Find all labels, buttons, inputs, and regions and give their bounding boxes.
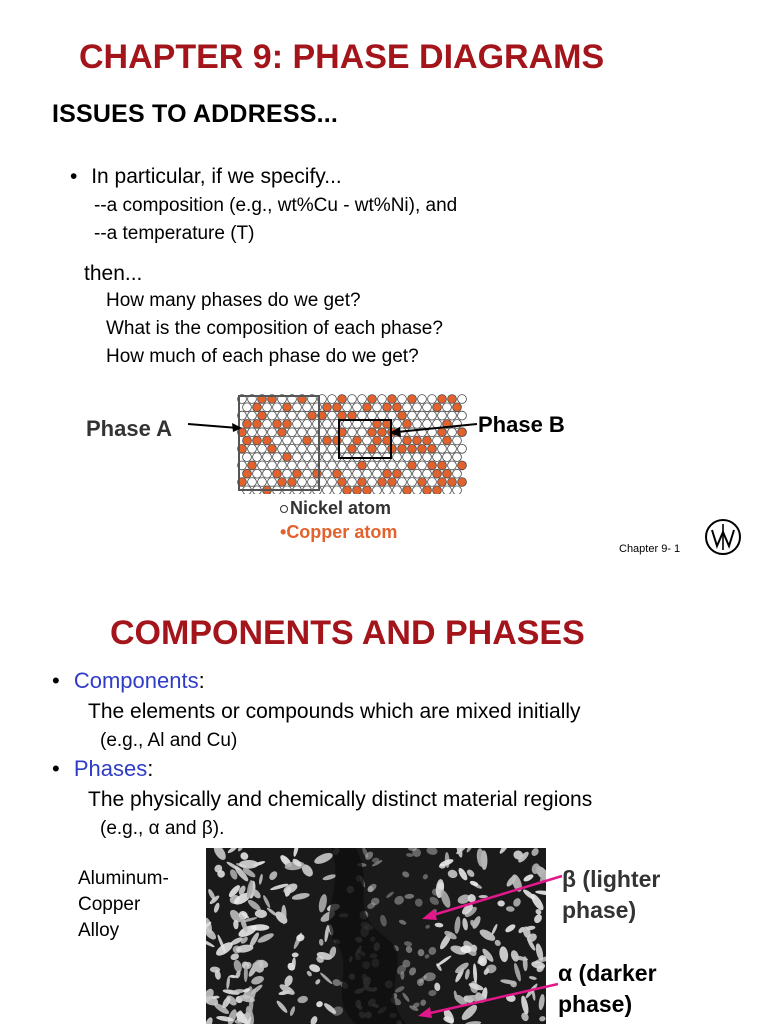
nickel-atom: [458, 411, 467, 420]
nickel-atom: [358, 395, 367, 404]
components-bullet: [52, 668, 205, 694]
spec-line-temperature: --a temperature (T): [94, 223, 255, 244]
nickel-atom: [248, 428, 257, 437]
copper-atom: [408, 395, 417, 404]
intro-text: In particular, if we specify...: [91, 165, 342, 188]
nickel-atom: [403, 403, 412, 412]
copper-atom: [423, 486, 432, 494]
nickel-atom: [273, 453, 282, 462]
nickel-atom: [343, 403, 352, 412]
spec-line-composition: --a composition (e.g., wt%Cu - wt%Ni), and: [94, 195, 458, 216]
copper-atom: [383, 469, 392, 478]
phases-term: Phases: [73, 756, 148, 781]
nickel-atom: [413, 453, 422, 462]
nickel-atom: [328, 461, 337, 470]
nickel-atom: [328, 428, 337, 437]
nickel-atom: [373, 486, 382, 494]
question-1: How many phases do we get?: [106, 290, 361, 311]
nickel-atom: [348, 395, 357, 404]
nickel-atom: [448, 461, 457, 470]
nickel-atom: [328, 411, 337, 420]
nickel-atom: [258, 461, 267, 470]
question-3: How much of each phase do we get?: [106, 346, 419, 367]
nickel-atom: [383, 486, 392, 494]
copper-atom: [393, 469, 402, 478]
copper-atom-icon: •: [280, 522, 287, 542]
logo-icon: [704, 518, 742, 556]
copper-atom: [338, 411, 347, 420]
nickel-atom: [303, 453, 312, 462]
nickel-atom: [293, 436, 302, 445]
nickel-atom: [243, 403, 252, 412]
nickel-atom: [313, 436, 322, 445]
nickel-atom: [408, 478, 417, 487]
nickel-atom: [313, 453, 322, 462]
nickel-atom: [388, 411, 397, 420]
copper-atom: [458, 478, 467, 487]
nickel-atom: [378, 444, 387, 453]
copper-atom: [358, 461, 367, 470]
slide1-title: CHAPTER 9: PHASE DIAGRAMS: [79, 38, 605, 76]
nickel-atom: [313, 403, 322, 412]
nickel-atom: [368, 478, 377, 487]
phase-a-arrow: [186, 418, 246, 438]
alloy-label-line-2: Copper: [78, 894, 141, 915]
beta-label-line-2: phase): [562, 897, 637, 923]
copper-atom: [243, 469, 252, 478]
beta-label: [562, 864, 660, 926]
phases-colon: :: [147, 756, 154, 781]
issues-heading: ISSUES TO ADDRESS...: [52, 100, 339, 128]
phases-example-prefix: (e.g.,: [100, 818, 149, 839]
copper-atom: [378, 478, 387, 487]
nickel-atom: [448, 444, 457, 453]
nickel-atom: [393, 453, 402, 462]
nickel-atom: [303, 469, 312, 478]
legend-nickel-text: Nickel atom: [290, 498, 392, 518]
alpha-arrow: [412, 978, 562, 1028]
nickel-atom: [398, 478, 407, 487]
nickel-atom: [353, 403, 362, 412]
alpha-symbol: α: [148, 818, 160, 839]
nickel-atom: [438, 444, 447, 453]
copper-atom: [278, 478, 287, 487]
nickel-atom: [333, 486, 342, 494]
nickel-atom: [328, 395, 337, 404]
nickel-atom: [243, 453, 252, 462]
phases-bullet: [52, 756, 153, 782]
copper-atom: [293, 469, 302, 478]
nickel-atom: [413, 403, 422, 412]
nickel-atom: [263, 403, 272, 412]
copper-atom: [438, 461, 447, 470]
copper-atom: [368, 428, 377, 437]
bullet-dot: •: [70, 165, 78, 188]
nickel-atom: [348, 478, 357, 487]
nickel-atom: [323, 486, 332, 494]
nickel-atom: [248, 411, 257, 420]
copper-atom: [253, 436, 262, 445]
copper-atom: [288, 478, 297, 487]
nickel-atom: [443, 486, 452, 494]
nickel-atom: [363, 436, 372, 445]
phases-example: [100, 818, 224, 840]
copper-atom: [393, 403, 402, 412]
nickel-atom: [248, 478, 257, 487]
nickel-atom: [373, 403, 382, 412]
copper-atom: [428, 461, 437, 470]
nickel-atom: [453, 486, 462, 494]
nickel-atom: [358, 444, 367, 453]
copper-atom: [418, 444, 427, 453]
nickel-atom: [368, 461, 377, 470]
copper-atom: [283, 403, 292, 412]
nickel-atom: [258, 428, 267, 437]
nickel-atom: [273, 403, 282, 412]
alloy-label-line-3: Alloy: [78, 920, 120, 941]
alpha-label: [558, 958, 657, 1020]
nickel-atom: [398, 395, 407, 404]
copper-atom: [303, 436, 312, 445]
copper-atom: [433, 469, 442, 478]
nickel-atom: [348, 428, 357, 437]
copper-atom: [333, 403, 342, 412]
copper-atom: [283, 453, 292, 462]
copper-atom: [323, 436, 332, 445]
nickel-atom: [253, 453, 262, 462]
nickel-atom: [323, 469, 332, 478]
nickel-atom-icon: [280, 505, 288, 513]
nickel-atom: [253, 469, 262, 478]
copper-atom: [408, 461, 417, 470]
copper-atom: [348, 444, 357, 453]
copper-atom: [438, 478, 447, 487]
nickel-atom: [338, 461, 347, 470]
copper-atom: [338, 478, 347, 487]
slide1-footer: Chapter 9- 1: [619, 543, 681, 555]
nickel-atom: [268, 411, 277, 420]
nickel-atom: [268, 428, 277, 437]
nickel-atom: [303, 420, 312, 429]
nickel-atom: [428, 478, 437, 487]
nickel-atom: [453, 453, 462, 462]
nickel-atom: [378, 461, 387, 470]
nickel-atom: [373, 469, 382, 478]
nickel-atom: [293, 420, 302, 429]
phase-b-arrow: [385, 420, 480, 440]
nickel-atom: [248, 444, 257, 453]
nickel-atom: [308, 461, 317, 470]
copper-atom: [428, 444, 437, 453]
copper-atom: [388, 478, 397, 487]
legend-copper: [280, 522, 397, 543]
nickel-atom: [263, 469, 272, 478]
nickel-atom: [263, 453, 272, 462]
components-term: Components: [73, 668, 199, 693]
nickel-atom: [303, 403, 312, 412]
slide2-title: COMPONENTS AND PHASES: [110, 614, 585, 652]
nickel-atom: [388, 461, 397, 470]
copper-atom: [333, 436, 342, 445]
components-definition: The elements or compounds which are mixed initially: [88, 700, 581, 723]
nickel-atom: [288, 461, 297, 470]
copper-atom: [308, 411, 317, 420]
copper-atom: [373, 436, 382, 445]
nickel-atom: [398, 461, 407, 470]
nickel-atom: [278, 461, 287, 470]
phase-a-label: Phase A: [86, 416, 173, 441]
nickel-atom: [413, 469, 422, 478]
nickel-atom: [348, 461, 357, 470]
copper-atom: [358, 478, 367, 487]
copper-atom: [283, 420, 292, 429]
bullet-dot: •: [52, 668, 60, 693]
nickel-atom: [458, 395, 467, 404]
copper-atom: [403, 486, 412, 494]
nickel-atom: [403, 469, 412, 478]
nickel-atom: [268, 478, 277, 487]
nickel-atom: [358, 411, 367, 420]
nickel-atom: [298, 428, 307, 437]
alpha-label-line-2: phase): [558, 991, 633, 1017]
nickel-atom: [438, 411, 447, 420]
atom-lattice-diagram: [237, 394, 477, 494]
nickel-atom: [358, 428, 367, 437]
nickel-atom: [283, 469, 292, 478]
phases-example-and: and: [159, 818, 202, 839]
nickel-atom: [308, 478, 317, 487]
nickel-atom: [403, 453, 412, 462]
nickel-atom: [378, 411, 387, 420]
copper-atom: [433, 403, 442, 412]
nickel-atom: [448, 411, 457, 420]
nickel-atom: [428, 395, 437, 404]
nickel-atom: [378, 395, 387, 404]
phases-example-suffix: ).: [212, 818, 225, 839]
copper-atom: [253, 420, 262, 429]
nickel-atom: [273, 436, 282, 445]
nickel-atom: [433, 453, 442, 462]
nickel-atom: [423, 453, 432, 462]
then-label: then...: [84, 262, 143, 285]
nickel-atom: [328, 444, 337, 453]
nickel-atom: [453, 469, 462, 478]
copper-atom: [363, 403, 372, 412]
copper-atom: [353, 436, 362, 445]
nickel-atom: [298, 444, 307, 453]
copper-atom: [273, 420, 282, 429]
copper-atom: [253, 403, 262, 412]
nickel-atom: [323, 453, 332, 462]
phase-b-label: Phase B: [478, 412, 565, 437]
copper-atom: [433, 486, 442, 494]
copper-atom: [368, 395, 377, 404]
logo-seal: [704, 518, 742, 556]
alpha-label-line-1: α (darker: [558, 960, 657, 986]
copper-atom: [368, 444, 377, 453]
copper-atom: [388, 395, 397, 404]
copper-atom: [323, 403, 332, 412]
copper-atom: [353, 486, 362, 494]
copper-atom: [438, 395, 447, 404]
nickel-atom: [288, 428, 297, 437]
nickel-atom: [363, 469, 372, 478]
nickel-atom: [443, 403, 452, 412]
nickel-atom: [268, 461, 277, 470]
nickel-atom: [428, 411, 437, 420]
copper-atom: [458, 461, 467, 470]
nickel-atom: [283, 436, 292, 445]
copper-atom: [453, 403, 462, 412]
beta-arrow: [416, 870, 566, 930]
copper-atom: [418, 478, 427, 487]
copper-atom: [383, 403, 392, 412]
phases-definition: The physically and chemically distinct material regions: [88, 788, 593, 811]
nickel-atom: [413, 486, 422, 494]
components-example: (e.g., Al and Cu): [100, 730, 238, 751]
copper-atom: [278, 428, 287, 437]
beta-symbol: β: [201, 818, 213, 839]
nickel-atom: [308, 428, 317, 437]
copper-atom: [258, 411, 267, 420]
nickel-atom: [263, 420, 272, 429]
copper-atom: [333, 469, 342, 478]
copper-atom: [448, 395, 457, 404]
nickel-atom: [313, 420, 322, 429]
beta-label-line-1: β (lighter: [562, 866, 661, 892]
nickel-atom: [343, 436, 352, 445]
copper-atom: [348, 411, 357, 420]
nickel-atom: [308, 444, 317, 453]
nickel-atom: [258, 478, 267, 487]
copper-atom: [263, 436, 272, 445]
nickel-atom: [258, 444, 267, 453]
nickel-atom: [278, 444, 287, 453]
copper-atom: [363, 486, 372, 494]
nickel-atom: [393, 486, 402, 494]
components-colon: :: [198, 668, 205, 693]
copper-atom: [398, 444, 407, 453]
nickel-atom: [423, 469, 432, 478]
nickel-atom: [458, 444, 467, 453]
nickel-atom: [408, 411, 417, 420]
nickel-atom: [343, 469, 352, 478]
bullet-dot: •: [52, 756, 60, 781]
nickel-atom: [443, 453, 452, 462]
copper-atom: [273, 469, 282, 478]
nickel-atom: [288, 444, 297, 453]
nickel-atom: [298, 461, 307, 470]
alloy-label-line-1: Aluminum-: [78, 868, 169, 889]
nickel-atom: [298, 478, 307, 487]
copper-atom: [313, 469, 322, 478]
nickel-atom: [298, 411, 307, 420]
alloy-label: [78, 866, 169, 944]
legend-copper-text: Copper atom: [286, 522, 398, 542]
copper-atom: [338, 395, 347, 404]
nickel-atom: [418, 461, 427, 470]
nickel-atom: [288, 411, 297, 420]
intro-bullet: [70, 165, 342, 189]
copper-atom: [268, 444, 277, 453]
nickel-atom: [368, 411, 377, 420]
nickel-atom: [293, 403, 302, 412]
nickel-atom: [418, 395, 427, 404]
nickel-atom: [353, 469, 362, 478]
nickel-atom: [293, 453, 302, 462]
question-2: What is the composition of each phase?: [106, 318, 443, 339]
copper-atom: [343, 486, 352, 494]
nickel-atom: [278, 411, 287, 420]
nickel-atom: [323, 420, 332, 429]
nickel-atom: [418, 411, 427, 420]
copper-atom: [448, 478, 457, 487]
copper-atom: [443, 469, 452, 478]
copper-atom: [248, 461, 257, 470]
nickel-atom: [328, 478, 337, 487]
copper-atom: [398, 411, 407, 420]
nickel-atom: [423, 403, 432, 412]
copper-atom: [408, 444, 417, 453]
legend-nickel: [280, 498, 391, 519]
